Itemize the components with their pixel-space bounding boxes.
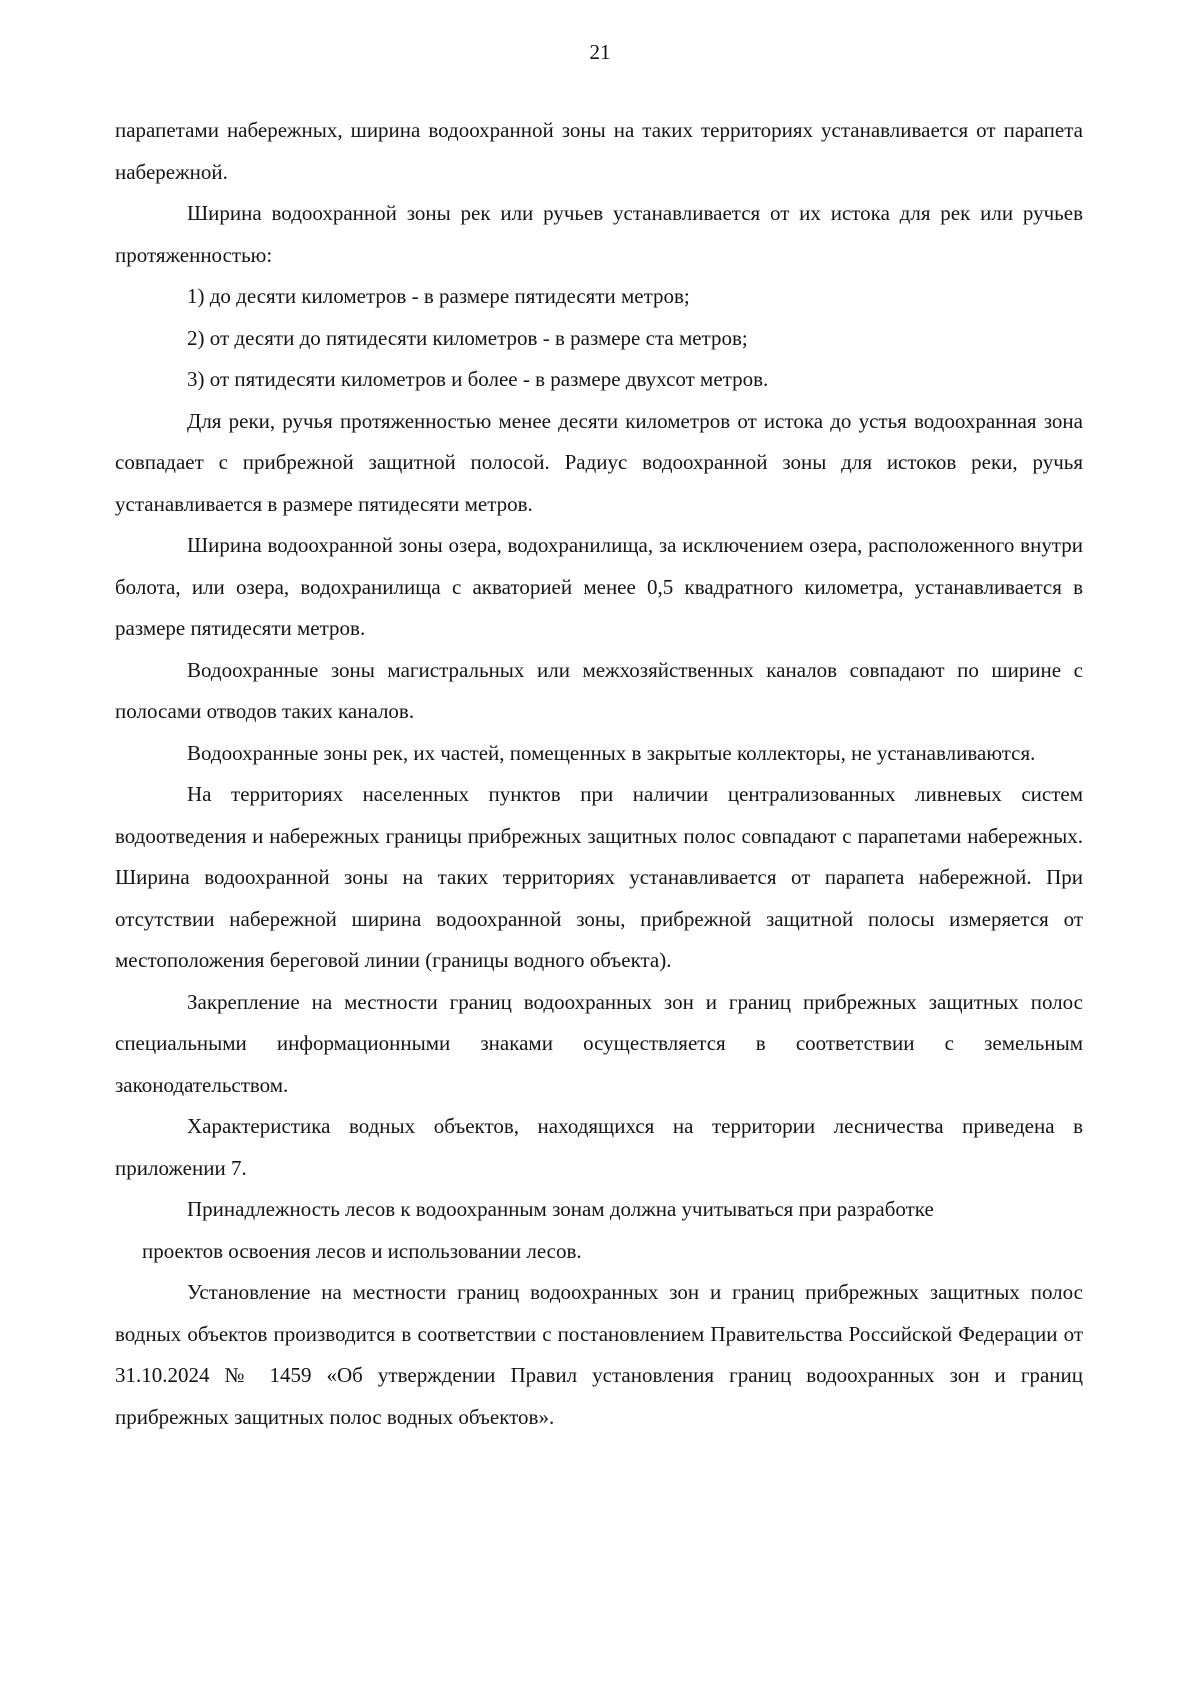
paragraph-appendix-7: Характеристика водных объектов, находящихся на территории лесничества приведена в приложении 7. [115, 1114, 1083, 1180]
paragraph-continuation: парапетами набережных, ширина водоохранной зоны на таких территориях устанавливается от парапета набережной. [115, 118, 1083, 184]
paragraph-short-river: Для реки, ручья протяженностью менее десяти километров от истока до устья водоохранная зона совпадает с прибрежной защитной полосой. Радиус водоохранной зоны для истоков реки, ручья устанавливается в размере пятидесяти метров. [115, 408, 1083, 516]
list-item-1: 1) до десяти километров - в размере пятидесяти метров; [187, 284, 690, 308]
paragraph-government-decree: Установление на местности границ водоохранных зон и границ прибрежных защитных полос водных объектов производится в соответствии с постановлением Правительства Российской Федерации от 31.10.2024 № 1459 «Об утверждении Правил установления границ водоохранных зон и границ прибрежных защитных полос водных объектов». [115, 1280, 1083, 1429]
paragraph-lake-width: Ширина водоохранной зоны озера, водохранилища, за исключением озера, расположенного внутри болота, или озера, водохранилища с акваторией менее 0,5 квадратного километра, устанавливается в размере пятидесяти метров. [115, 533, 1083, 640]
list-item-2: 2) от десяти до пятидесяти километров - в размере ста метров; [187, 325, 748, 350]
paragraph-river-width: Ширина водоохранной зоны рек или ручьев устанавливается от их истока для рек или ручьев протяженностью: [115, 201, 1083, 267]
paragraph-canals: Водоохранные зоны магистральных или межхозяйственных каналов совпадают по ширине с полосами отводов таких каналов. [115, 657, 1083, 723]
paragraph-forest-belonging-line1: Принадлежность лесов к водоохранным зонам должна учитываться при разработке [187, 1197, 934, 1221]
paragraph-forest-belonging-line2: проектов освоения лесов и использовании лесов. [142, 1238, 582, 1263]
paragraph-collectors: Водоохранные зоны рек, их частей, помещенных в закрытые коллекторы, не устанавливаются. [187, 740, 1036, 765]
paragraph-boundary-signs: Закрепление на местности границ водоохранных зон и границ прибрежных защитных полос специальными информационными знаками осуществляется в соответствии с земельным законодательством. [115, 989, 1083, 1097]
document-body [115, 110, 1083, 1438]
paragraph-settlements: На территориях населенных пунктов при наличии централизованных ливневых систем водоотведения и набережных границы прибрежных защитных полос совпадают с парапетами набережных. Ширина водоохранной зоны на таких территориях устанавливается от парапета набережной. При отсутствии набережной ширина водоохранной зоны, прибрежной защитной полосы измеряется от местоположения береговой линии (границы водного объекта). [115, 782, 1083, 972]
list-item-3: 3) от пятидесяти километров и более - в размере двухсот метров. [187, 367, 769, 391]
page-number: 21 [589, 40, 611, 64]
